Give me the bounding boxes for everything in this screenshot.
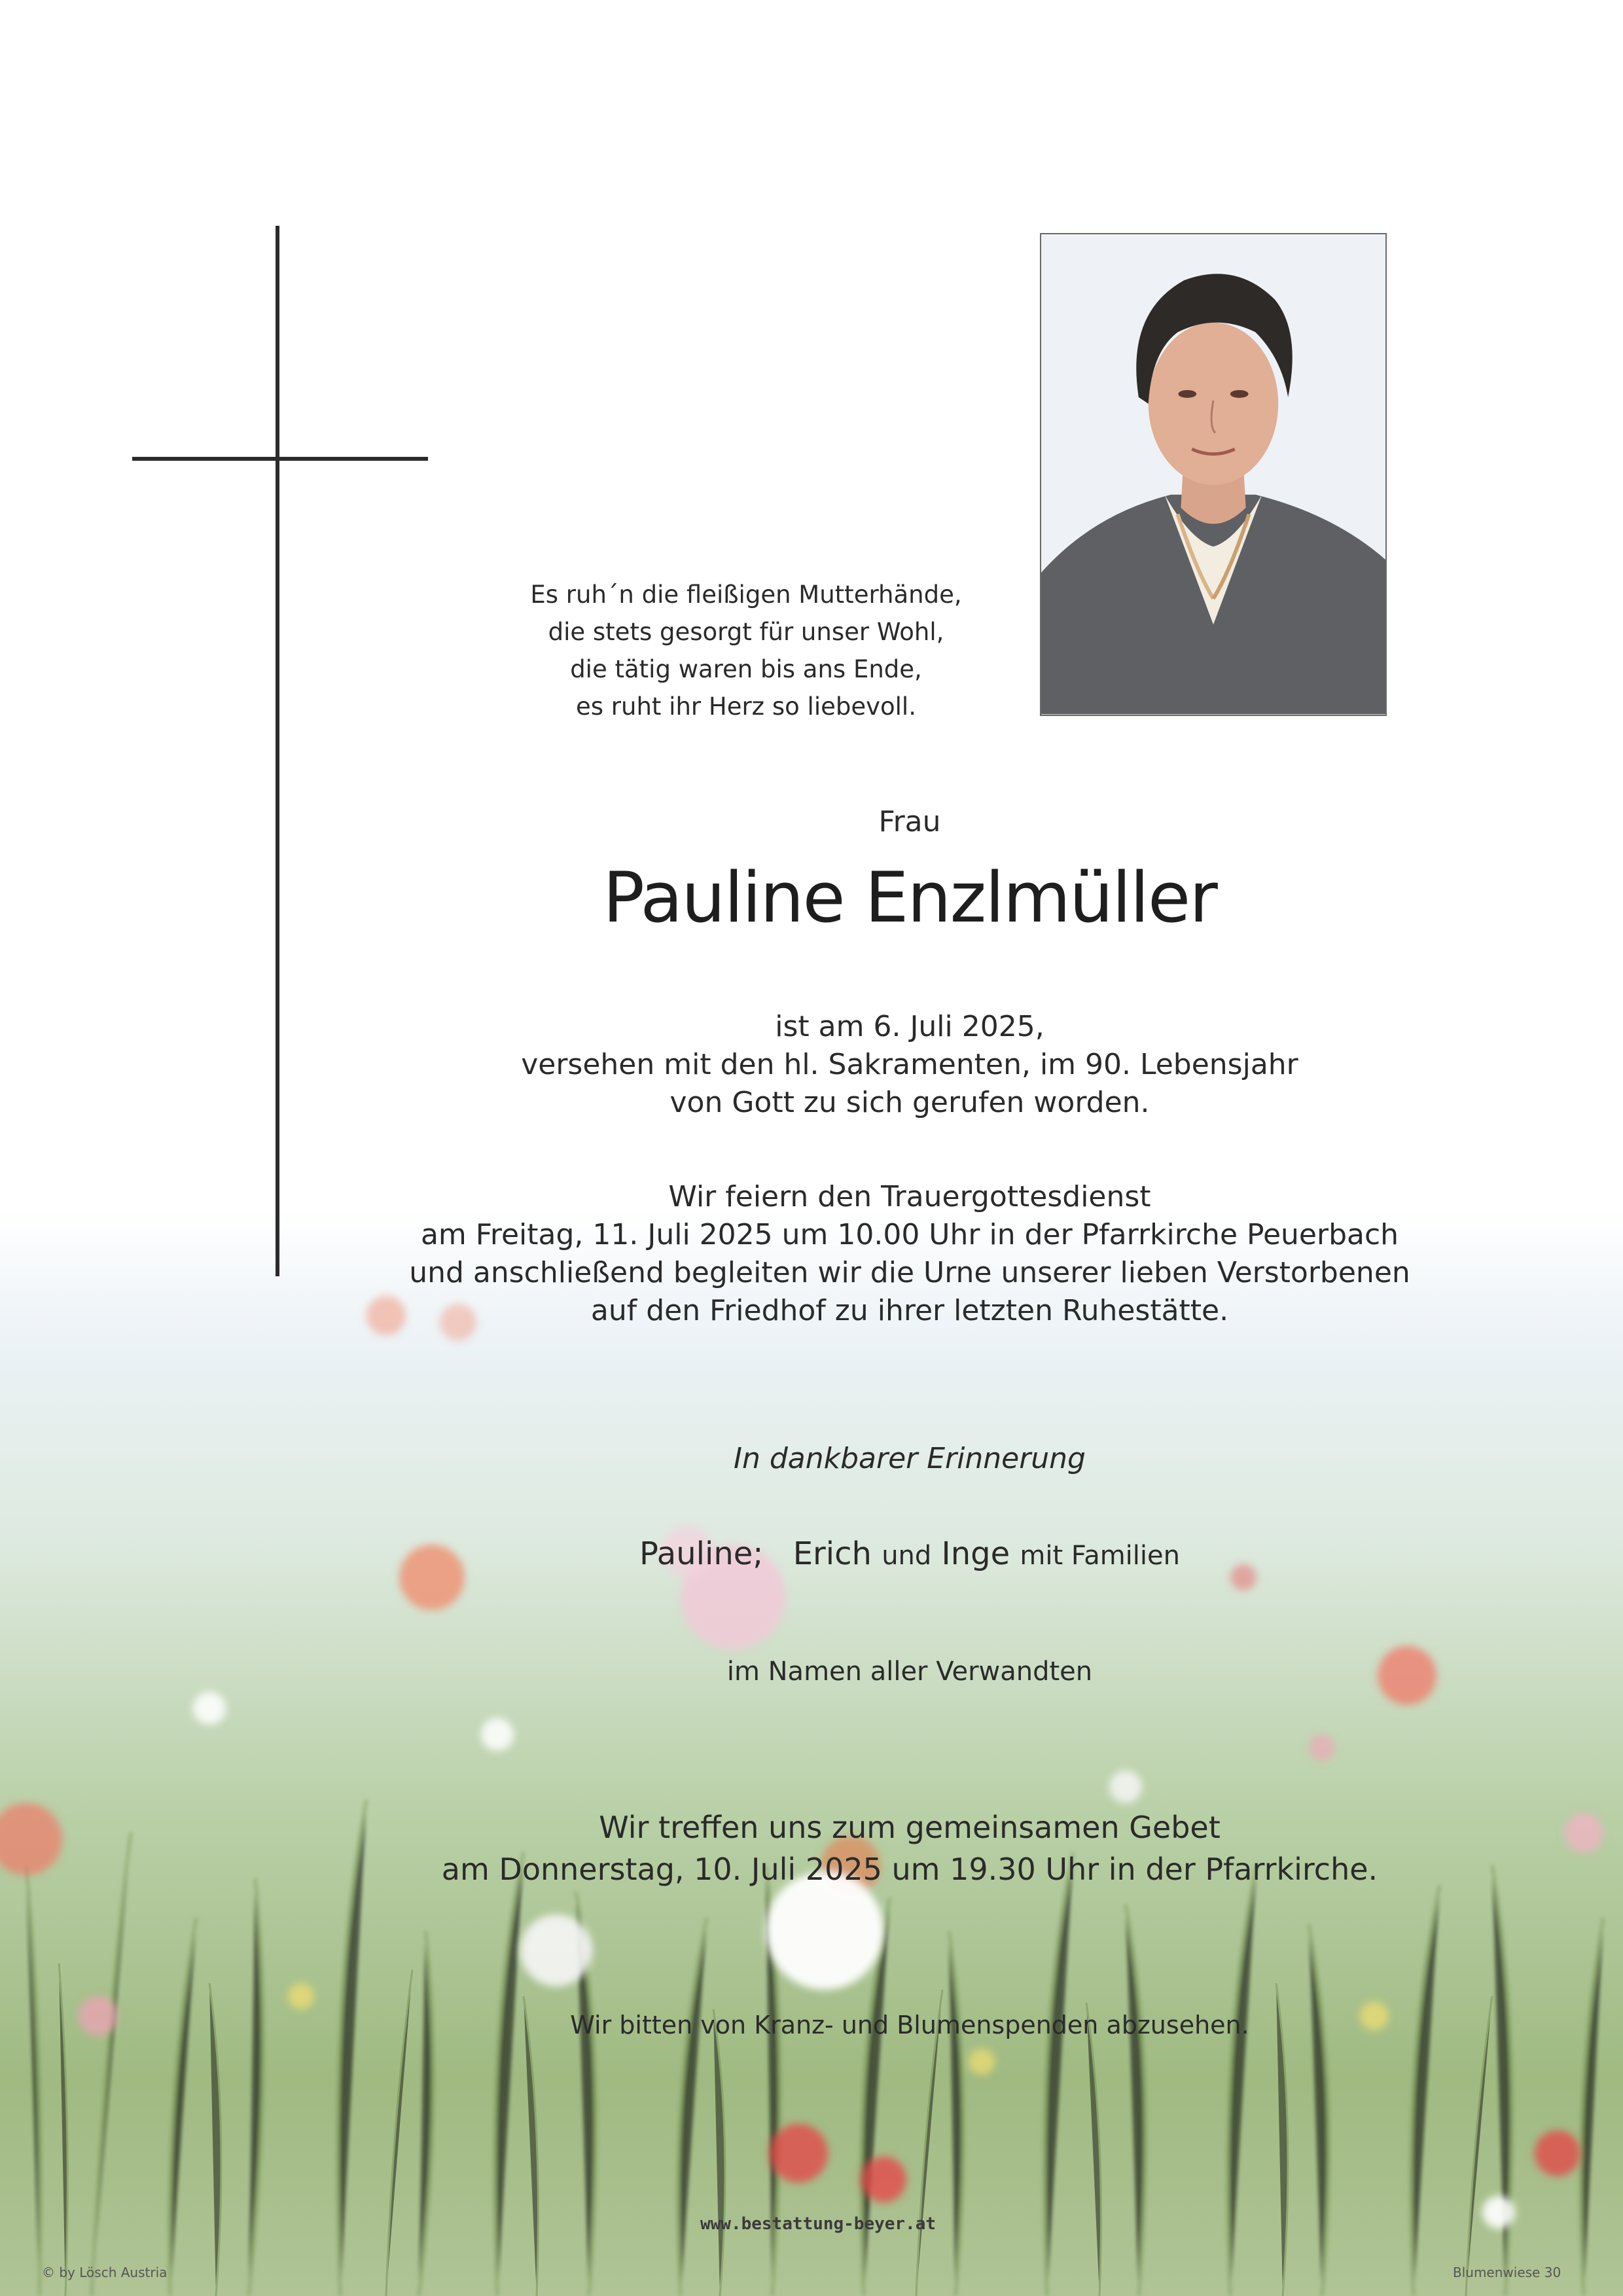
service-line: und anschließend begleiten wir die Urne unserer lieben Verstorbenen	[409, 1256, 1410, 1289]
mourner-name: Inge	[941, 1535, 1010, 1572]
mourners	[0, 1535, 1623, 1575]
death-notice	[0, 1008, 1623, 1122]
copyright: © by Lösch Austria	[42, 2265, 168, 2280]
prayer-line: Wir treffen uns zum gemeinsamen Gebet	[599, 1810, 1221, 1845]
funeral-service	[0, 1178, 1623, 1330]
poem-line: Es ruh´n die fleißigen Mutterhände,	[530, 581, 962, 609]
conjunction: und	[882, 1541, 932, 1571]
poem	[458, 576, 1034, 725]
prayer-line: am Donnerstag, 10. Juli 2025 um 19.30 Uhr in der Pfarrkirche.	[441, 1852, 1378, 1887]
mourner-name: Erich	[793, 1535, 872, 1572]
meadow-illustration	[0, 1211, 1623, 2296]
cross-horizontal-bar	[132, 457, 428, 461]
portrait-illustration	[1041, 234, 1385, 715]
deceased-name: Pauline Enzlmüller	[603, 857, 1217, 938]
mourner-name: Pauline;	[639, 1535, 764, 1572]
death-notice-line: von Gott zu sich gerufen worden.	[669, 1086, 1150, 1119]
service-line: auf den Friedhof zu ihrer letzten Ruhestätte.	[590, 1294, 1229, 1327]
death-notice-line: ist am 6. Juli 2025,	[775, 1010, 1044, 1043]
website-link[interactable]: www.bestattung-beyer.at	[700, 2214, 936, 2234]
poem-line: die tätig waren bis ans Ende,	[570, 655, 922, 683]
poem-line: es ruht ihr Herz so liebevoll.	[576, 692, 916, 721]
meadow-background	[0, 1211, 1623, 2296]
service-line: am Freitag, 11. Juli 2025 um 10.00 Uhr in der Pfarrkirche Peuerbach	[420, 1218, 1399, 1251]
relatives-line: im Namen aller Verwandten	[726, 1657, 1093, 1687]
memory-line: In dankbarer Erinnerung	[734, 1442, 1086, 1475]
service-line: Wir feiern den Trauergottesdienst	[668, 1180, 1151, 1213]
honorific: Frau	[878, 805, 941, 838]
flowers-note: Wir bitten von Kranz- und Blumenspenden abzusehen.	[570, 2011, 1249, 2039]
motif-label: Blumenwiese 30	[1453, 2265, 1561, 2280]
portrait-photo	[1040, 233, 1387, 716]
mourners-suffix: mit Familien	[1020, 1541, 1180, 1571]
poem-line: die stets gesorgt für unser Wohl,	[548, 618, 944, 646]
death-notice-line: versehen mit den hl. Sakramenten, im 90. Lebensjahr	[521, 1048, 1298, 1081]
prayer-meeting	[0, 1806, 1623, 1890]
